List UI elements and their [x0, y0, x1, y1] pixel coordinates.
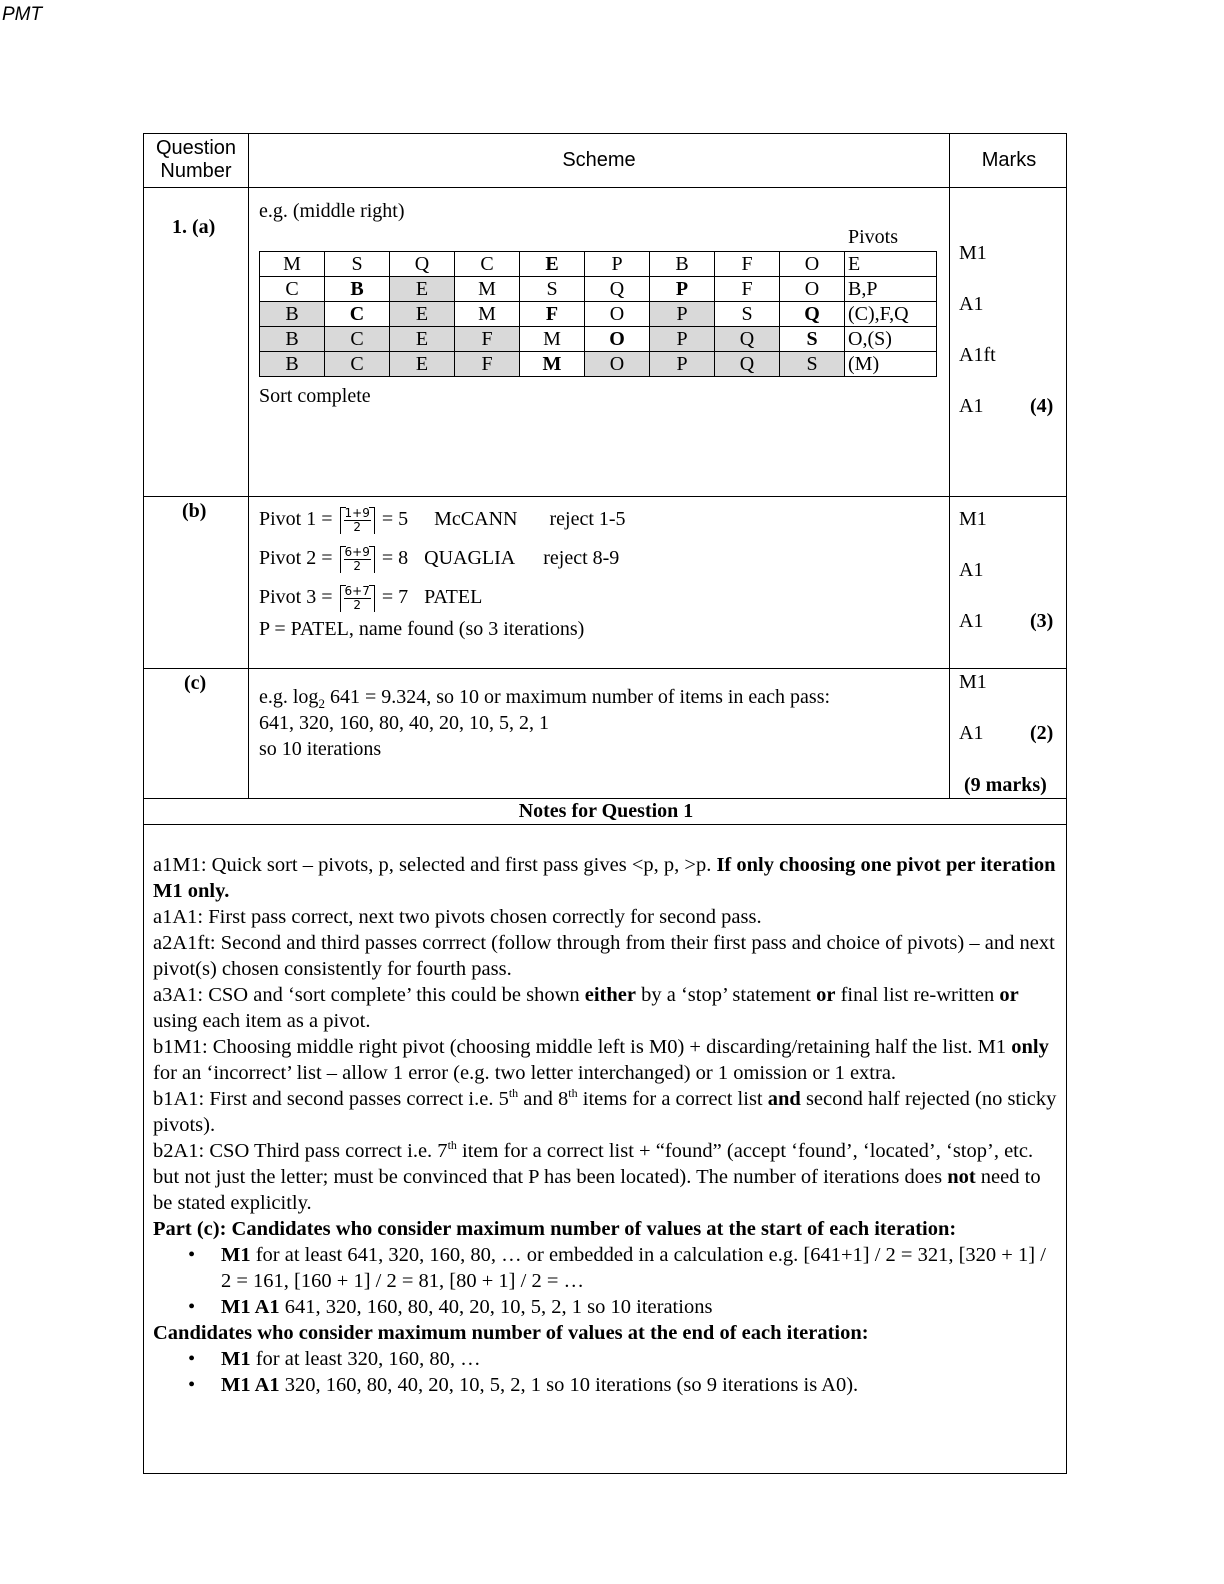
- quicksort-cell: E: [520, 252, 585, 277]
- quicksort-row: [260, 352, 937, 377]
- quicksort-cell: P: [585, 252, 650, 277]
- quicksort-cell: E: [390, 327, 455, 352]
- ceiling-fraction: $\frac{6+9}{2}$: [340, 546, 375, 573]
- end-bullet-1: • M1 for at least 320, 160, 80, …: [221, 1346, 1058, 1372]
- pivot-action: reject 1-5: [549, 508, 626, 530]
- column-divider-marks: [949, 134, 950, 799]
- pivot-action: reject 8-9: [543, 547, 620, 569]
- part-a-conclusion: Sort complete: [259, 385, 371, 407]
- part-b-label: (b): [182, 500, 207, 522]
- quicksort-cell: C: [325, 302, 390, 327]
- quicksort-cell: O: [585, 327, 650, 352]
- header-marks: Marks: [981, 149, 1037, 171]
- header-question-number: Question Number: [155, 137, 237, 182]
- pivots-cell: O,(S): [845, 327, 937, 352]
- pivots-cell: B,P: [845, 277, 937, 302]
- question-total: (9 marks): [964, 774, 1047, 796]
- notes-title: Notes for Question 1: [518, 800, 694, 822]
- part-a-total: (4): [1030, 395, 1054, 417]
- pivots-cell: (M): [845, 352, 937, 377]
- start-bullets: [153, 1242, 1058, 1320]
- note-a1m1: a1M1: Quick sort – pivots, p, selected and first pass gives <p, p, >p. If only choosing one pivot per iteration M1 only.: [153, 854, 1056, 902]
- end-bullet-2: • M1 A1 320, 160, 80, 40, 20, 10, 5, 2, 1 so 10 iterations (so 9 iterations is A0).: [221, 1372, 1058, 1398]
- header-divider: [144, 187, 1066, 188]
- quicksort-cell: F: [715, 277, 780, 302]
- quicksort-cell: M: [455, 277, 520, 302]
- quicksort-cell: M: [455, 302, 520, 327]
- pivot-name: PATEL: [424, 586, 483, 608]
- pivot-line: Pivot 3 = $\frac{6+7}{2}$ = 7 PATEL: [259, 583, 483, 612]
- pivots-header: Pivots: [848, 226, 899, 248]
- mark-b-1: M1: [959, 508, 987, 530]
- part-c-line-2: 641, 320, 160, 80, 40, 20, 10, 5, 2, 1: [259, 712, 549, 734]
- row-divider-b-c: [144, 668, 1066, 669]
- page-header-mark: PMT: [2, 4, 43, 25]
- part-b-total: (3): [1030, 610, 1054, 632]
- part-a-label: 1. (a): [172, 216, 216, 238]
- quicksort-cell: C: [455, 252, 520, 277]
- pivot-line: Pivot 2 = $\frac{6+9}{2}$ = 8 QUAGLIA reject 8-9: [259, 544, 620, 573]
- pivot-name: QUAGLIA: [424, 547, 516, 569]
- part-c-line-1: e.g. $\log_2 641 = 9.324$, so 10 or maximum number of items in each pass:: [259, 686, 831, 711]
- quicksort-cell: P: [650, 352, 715, 377]
- part-b-working: [259, 500, 626, 617]
- quicksort-cell: F: [520, 302, 585, 327]
- pivots-cell: (C),F,Q: [845, 302, 937, 327]
- quicksort-cell: Q: [715, 327, 780, 352]
- quicksort-cell: F: [455, 327, 520, 352]
- quicksort-cell: B: [260, 327, 325, 352]
- quicksort-row: [260, 277, 937, 302]
- quicksort-cell: M: [260, 252, 325, 277]
- pivots-cell: E: [845, 252, 937, 277]
- quicksort-cell: E: [390, 352, 455, 377]
- quicksort-cell: Q: [585, 277, 650, 302]
- quicksort-cell: F: [715, 252, 780, 277]
- quicksort-cell: O: [780, 277, 845, 302]
- mark-c-1: M1: [959, 671, 987, 693]
- mark-a-3: A1ft: [959, 344, 996, 366]
- mark-a-1: M1: [959, 242, 987, 264]
- quicksort-cell: S: [715, 302, 780, 327]
- note-b2a1: b2A1: CSO Third pass correct i.e. 7th item for a correct list + “found” (accept ‘found’, ‘located’, ‘stop’, etc. but not just the letter; must be convinced that P has been located). The number of iterations does not need to be stated explicitly.: [153, 1138, 1041, 1214]
- quicksort-cell: Q: [715, 352, 780, 377]
- quicksort-cell: P: [650, 302, 715, 327]
- quicksort-row: [260, 302, 937, 327]
- header-scheme: Scheme: [562, 149, 636, 171]
- quicksort-cell: S: [780, 327, 845, 352]
- quicksort-cell: C: [325, 352, 390, 377]
- quicksort-cell: O: [585, 302, 650, 327]
- row-divider-a-b: [144, 496, 1066, 497]
- row-divider-c-notes: [144, 798, 1066, 799]
- start-bullet-2: • M1 A1 641, 320, 160, 80, 40, 20, 10, 5, 2, 1 so 10 iterations: [221, 1294, 1058, 1320]
- quicksort-cell: Q: [780, 302, 845, 327]
- pivot-name: McCANN: [434, 508, 518, 530]
- note-end-heading: Candidates who consider maximum number of values at the end of each iteration:: [153, 1322, 869, 1344]
- notes-body: [153, 852, 1058, 1398]
- note-a2a1ft: a2A1ft: Second and third passes corrrect (follow through from their first pass and choice of pivots) – and next pivot(s) chosen consistently for fourth pass.: [153, 932, 1055, 980]
- part-c-line-3: so 10 iterations: [259, 738, 382, 760]
- mark-b-3: A1: [959, 610, 984, 632]
- start-bullet-1: • M1 for at least 641, 320, 160, 80, … or embedded in a calculation e.g. [641+1] / 2 = 321, [320 + 1] / 2 = 161, [160 + 1] / 2 = 81, [80 + 1] / 2 = …: [221, 1242, 1058, 1294]
- note-a1a1: a1A1: First pass correct, next two pivots chosen correctly for second pass.: [153, 906, 762, 928]
- part-c-working: [259, 684, 830, 762]
- note-part-c-heading: Part (c): Candidates who consider maximum number of values at the start of each iteration:: [153, 1218, 957, 1240]
- quicksort-table: [259, 251, 937, 377]
- mark-a-4: A1: [959, 395, 984, 417]
- quicksort-cell: Q: [390, 252, 455, 277]
- note-b1m1: b1M1: Choosing middle right pivot (choosing middle left is M0) + discarding/retaining half the list. M1 only for an ‘incorrect’ list – allow 1 error (e.g. two letter interchanged) or 1 omission or 1 extra.: [153, 1036, 1049, 1084]
- quicksort-cell: C: [325, 327, 390, 352]
- quicksort-cell: M: [520, 352, 585, 377]
- quicksort-cell: S: [780, 352, 845, 377]
- quicksort-cell: B: [260, 352, 325, 377]
- pivot-line: Pivot 1 = $\frac{1+9}{2}$ = 5 McCANN reject 1-5: [259, 505, 626, 534]
- quicksort-cell: P: [650, 277, 715, 302]
- notes-title-divider: [144, 824, 1066, 825]
- quicksort-cell: F: [455, 352, 520, 377]
- quicksort-cell: S: [520, 277, 585, 302]
- quicksort-cell: S: [325, 252, 390, 277]
- quicksort-cell: C: [260, 277, 325, 302]
- quicksort-cell: E: [390, 302, 455, 327]
- quicksort-cell: E: [390, 277, 455, 302]
- column-divider-question: [248, 134, 249, 799]
- part-c-label: (c): [184, 672, 207, 694]
- part-b-conclusion: P = PATEL, name found (so 3 iterations): [259, 618, 585, 640]
- mark-a-2: A1: [959, 293, 984, 315]
- mark-scheme-table: [143, 133, 1067, 1474]
- quicksort-cell: B: [650, 252, 715, 277]
- quicksort-cell: O: [780, 252, 845, 277]
- mark-b-2: A1: [959, 559, 984, 581]
- quicksort-cell: B: [260, 302, 325, 327]
- part-a-intro: e.g. (middle right): [259, 200, 405, 222]
- quicksort-row: [260, 252, 937, 277]
- ceiling-fraction: $\frac{1+9}{2}$: [340, 507, 375, 534]
- end-bullets: [153, 1346, 1058, 1398]
- quicksort-cell: B: [325, 277, 390, 302]
- note-b1a1: b1A1: First and second passes correct i.e. 5th and 8th items for a correct list and second half rejected (no sticky pivots).: [153, 1086, 1057, 1136]
- quicksort-cell: M: [520, 327, 585, 352]
- quicksort-cell: P: [650, 327, 715, 352]
- mark-c-2: A1: [959, 722, 984, 744]
- quicksort-row: [260, 327, 937, 352]
- quicksort-cell: O: [585, 352, 650, 377]
- ceiling-fraction: $\frac{6+7}{2}$: [340, 585, 375, 612]
- part-c-total: (2): [1030, 722, 1054, 744]
- note-a3a1: a3A1: CSO and ‘sort complete’ this could be shown either by a ‘stop’ statement or final list re-written or using each item as a pivot.: [153, 984, 1019, 1032]
